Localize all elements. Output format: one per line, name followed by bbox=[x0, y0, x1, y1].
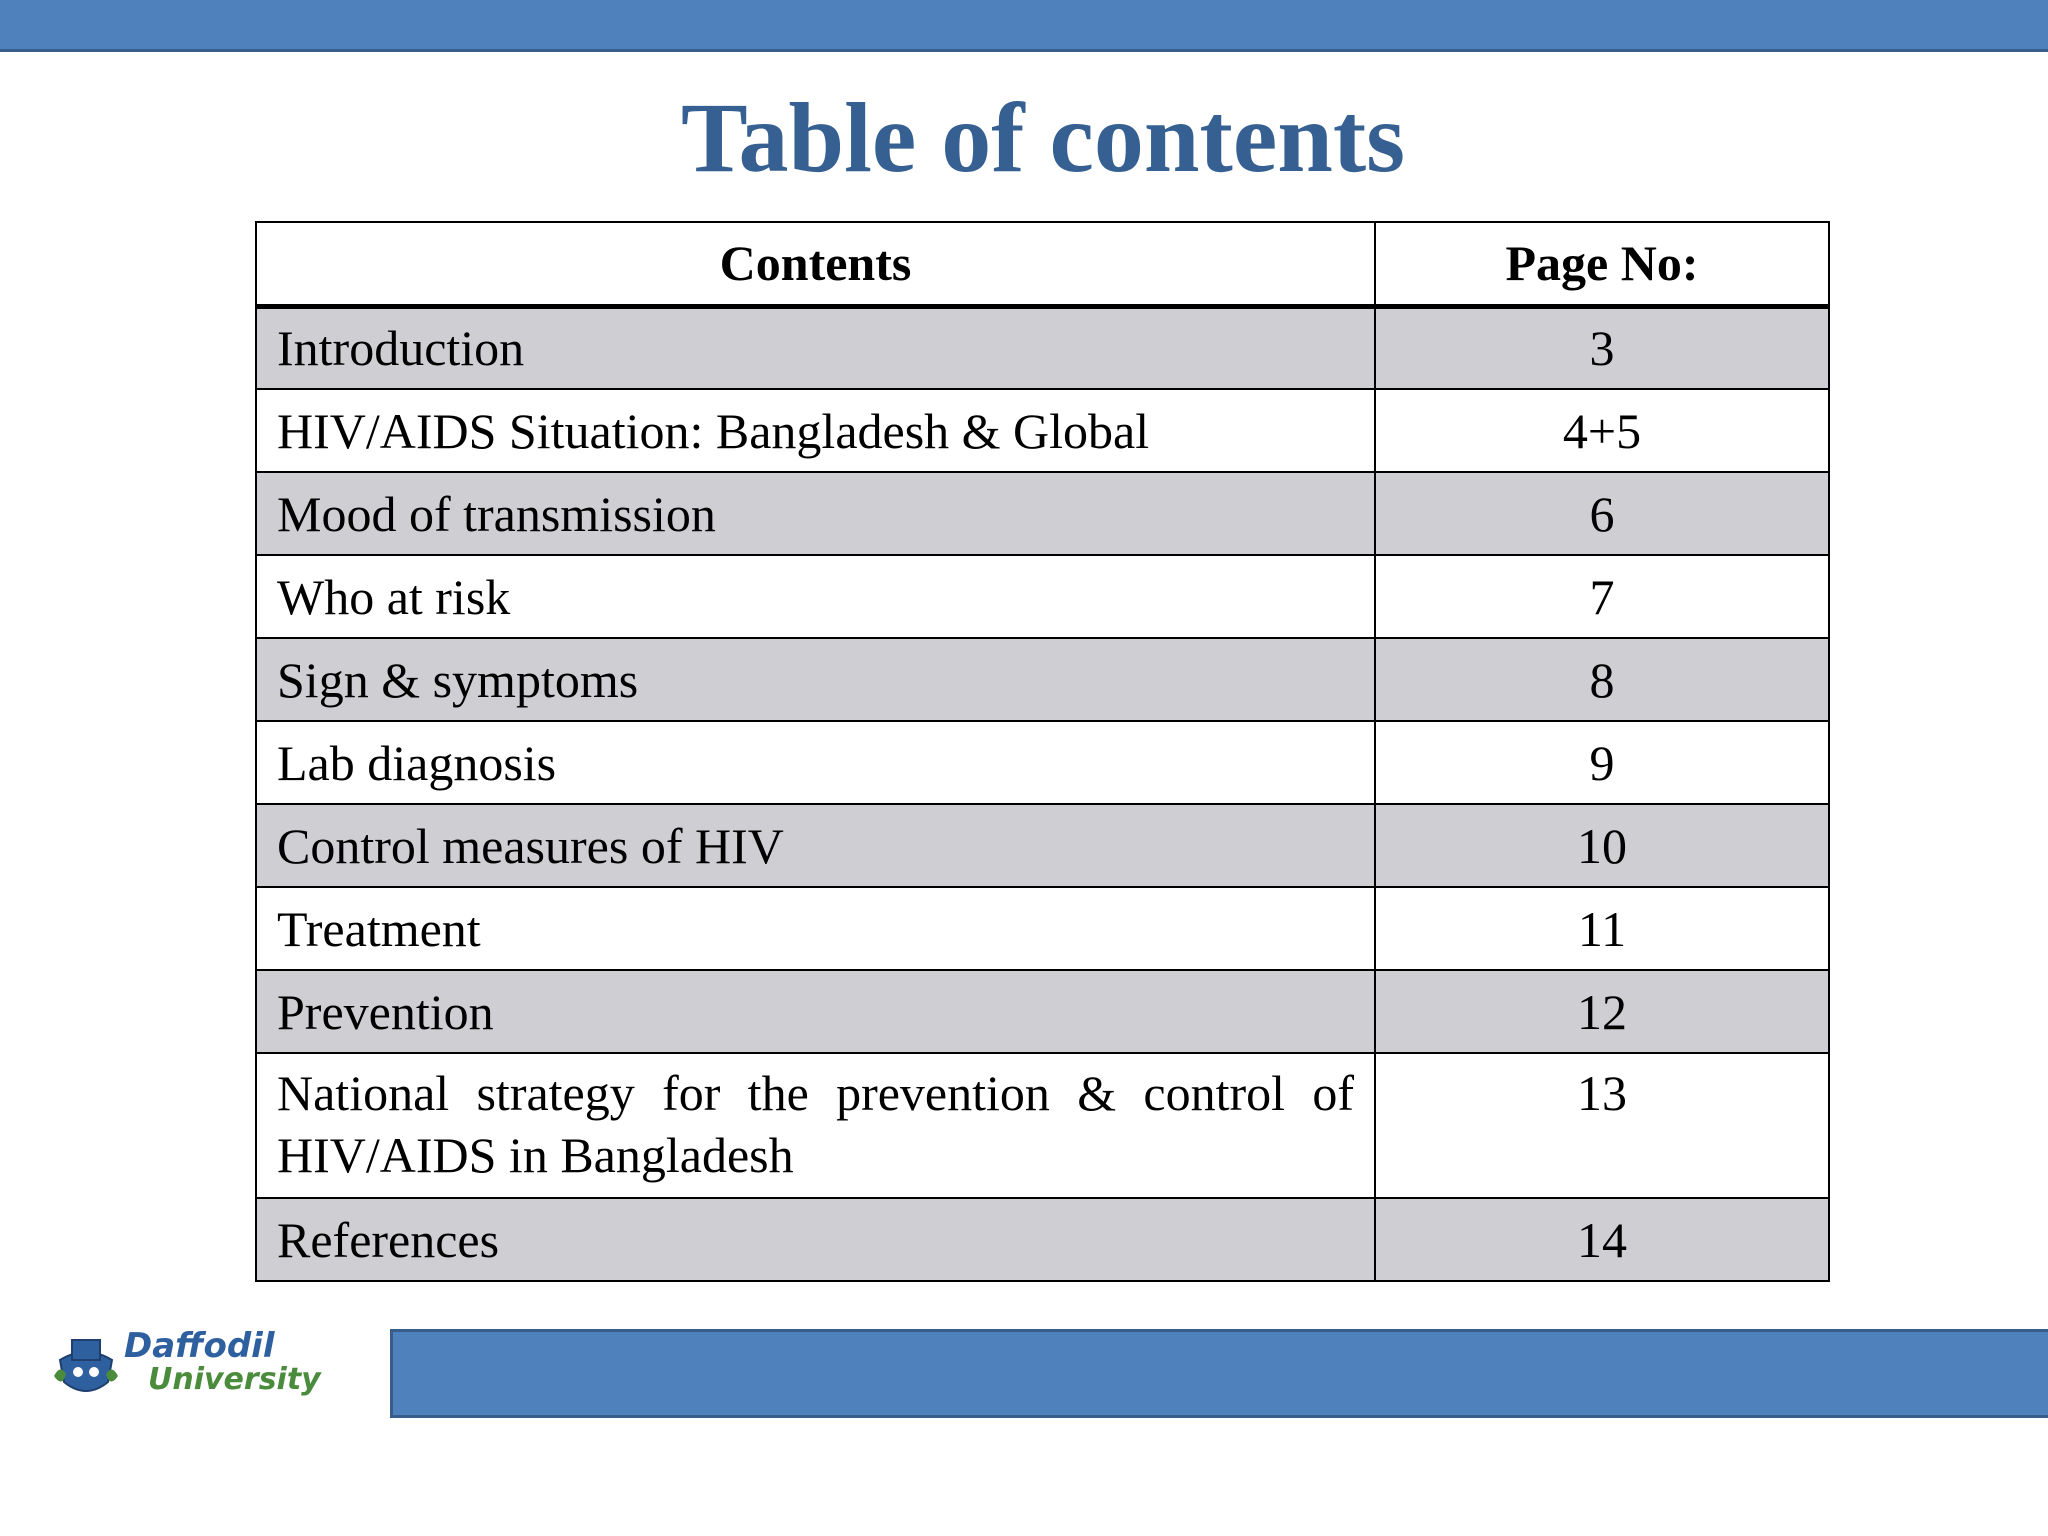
shield-emblem-icon bbox=[50, 1330, 122, 1402]
table-row bbox=[256, 555, 1829, 638]
row-label: Who at risk bbox=[256, 555, 1375, 638]
row-label: Sign & symptoms bbox=[256, 638, 1375, 721]
table-row bbox=[256, 1053, 1829, 1198]
row-page-number: 7 bbox=[1375, 555, 1829, 638]
row-page-number: 9 bbox=[1375, 721, 1829, 804]
table-row bbox=[256, 804, 1829, 887]
table-row bbox=[256, 970, 1829, 1053]
slide-title: Table of contents bbox=[680, 82, 1406, 193]
top-banner-bar bbox=[0, 0, 2048, 52]
logo-text-daffodil: Daffodil bbox=[124, 1326, 275, 1366]
row-page-number: 14 bbox=[1375, 1198, 1829, 1281]
row-page-number: 3 bbox=[1375, 306, 1829, 389]
table-row bbox=[256, 306, 1829, 389]
table-row bbox=[256, 721, 1829, 804]
row-label: Control measures of HIV bbox=[256, 804, 1375, 887]
bottom-banner-bar bbox=[390, 1329, 2048, 1418]
table-row bbox=[256, 1198, 1829, 1281]
table-row bbox=[256, 887, 1829, 970]
row-label: National strategy for the prevention & control of HIV/AIDS in Bangladesh bbox=[256, 1053, 1375, 1198]
row-page-number: 4+5 bbox=[1375, 389, 1829, 472]
row-page-number: 11 bbox=[1375, 887, 1829, 970]
row-page-number: 12 bbox=[1375, 970, 1829, 1053]
row-page-number: 6 bbox=[1375, 472, 1829, 555]
table-row bbox=[256, 638, 1829, 721]
table-row bbox=[256, 389, 1829, 472]
contents-table bbox=[255, 221, 1830, 1282]
contents-column-header: Contents bbox=[256, 222, 1375, 306]
row-page-number: 8 bbox=[1375, 638, 1829, 721]
row-page-number: 10 bbox=[1375, 804, 1829, 887]
row-label: Mood of transmission bbox=[256, 472, 1375, 555]
table-row bbox=[256, 472, 1829, 555]
page-column-header: Page No: bbox=[1375, 222, 1829, 306]
logo-text-university: University bbox=[148, 1362, 321, 1397]
row-page-number: 13 bbox=[1375, 1053, 1829, 1198]
row-label: HIV/AIDS Situation: Bangladesh & Global bbox=[256, 389, 1375, 472]
row-label: Introduction bbox=[256, 306, 1375, 389]
table-header-row bbox=[256, 222, 1829, 306]
row-label: Prevention bbox=[256, 970, 1375, 1053]
row-label: Lab diagnosis bbox=[256, 721, 1375, 804]
row-label: References bbox=[256, 1198, 1375, 1281]
row-label: Treatment bbox=[256, 887, 1375, 970]
university-logo bbox=[50, 1326, 320, 1406]
